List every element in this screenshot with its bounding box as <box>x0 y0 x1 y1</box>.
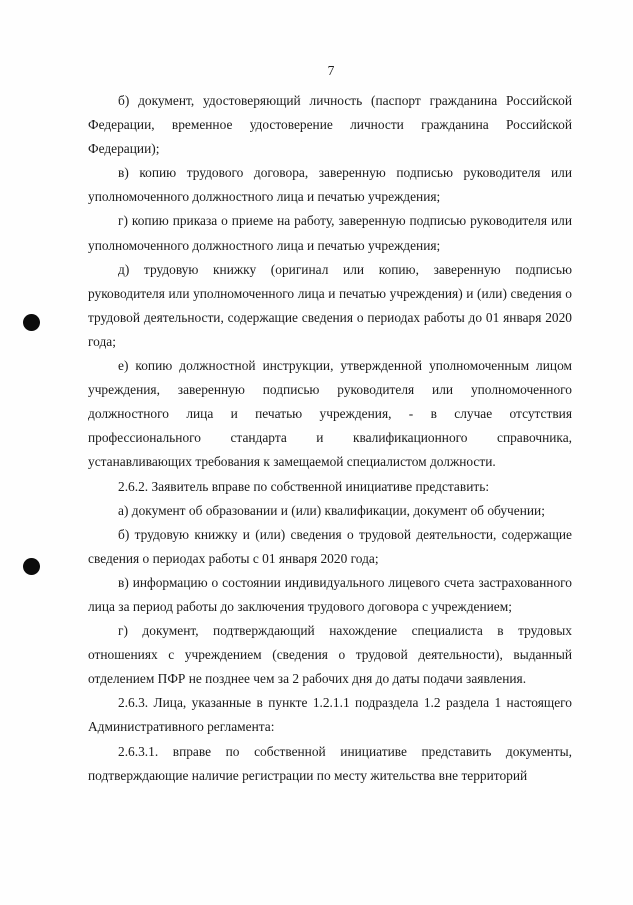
punch-hole-mark <box>23 314 40 331</box>
list-item-g-hiring-order: г) копию приказа о приеме на работу, заверенную подписью руководителя или уполномоченного должностного лица и печатью учреждения; <box>88 213 572 253</box>
list-item-b-identity-document: б) документ, удостоверяющий личность (паспорт гражданина Российской Федерации, временное удостоверение личности гражданина Российской Федерации); <box>88 93 572 157</box>
list-item-v-personal-account-info: в) информацию о состоянии индивидуального лицевого счета застрахованного лица за период работы до заключения трудового договора с учреждением; <box>88 574 572 614</box>
list-item-e-job-description: е) копию должностной инструкции, утвержденной уполномоченным лицом учреждения, заверенную подписью руководителя или уполномоченного должностного лица и печатью учреждения, - в случае отсутствия профессионального стандарта и квалификационного справочника, устанавливающих требования к замещаемой специалистом должности. <box>88 358 572 470</box>
list-item-g-employment-confirmation: г) документ, подтверждающий нахождение специалиста в трудовых отношениях с учреждением (сведения о трудовой деятельности), выданный отделением ПФР не позднее чем за 2 рабочих дня до даты подачи заявления. <box>88 623 572 687</box>
list-item-d-employment-record: д) трудовую книжку (оригинал или копию, заверенную подписью руководителя или уполномоченного лица и печатью учреждения) и (или) сведения о трудовой деятельности, содержащие сведения о периодах работы до 01 января 2020 года; <box>88 261 572 349</box>
list-item-a-education-document: а) документ об образовании и (или) квалификации, документ об обучении; <box>118 502 545 518</box>
page-number: 7 <box>327 63 335 78</box>
punch-hole-mark <box>23 558 40 575</box>
list-item-v-employment-contract: в) копию трудового договора, заверенную подписью руководителя или уполномоченного должностного лица и печатью учреждения; <box>88 165 572 205</box>
section-2-6-2-heading: 2.6.2. Заявитель вправе по собственной инициативе представить: <box>118 478 490 494</box>
section-2-6-3-heading: 2.6.3. Лица, указанные в пункте 1.2.1.1 подраздела 1.2 раздела 1 настоящего Административного регламента: <box>88 695 572 735</box>
list-item-b-work-record: б) трудовую книжку и (или) сведения о трудовой деятельности, содержащие сведения о периодах работы с 01 января 2020 года; <box>88 526 572 566</box>
section-2-6-3-1-text: 2.6.3.1. вправе по собственной инициативе представить документы, подтверждающие наличие регистрации по месту жительства вне территорий <box>88 743 572 783</box>
document-body <box>88 89 572 788</box>
